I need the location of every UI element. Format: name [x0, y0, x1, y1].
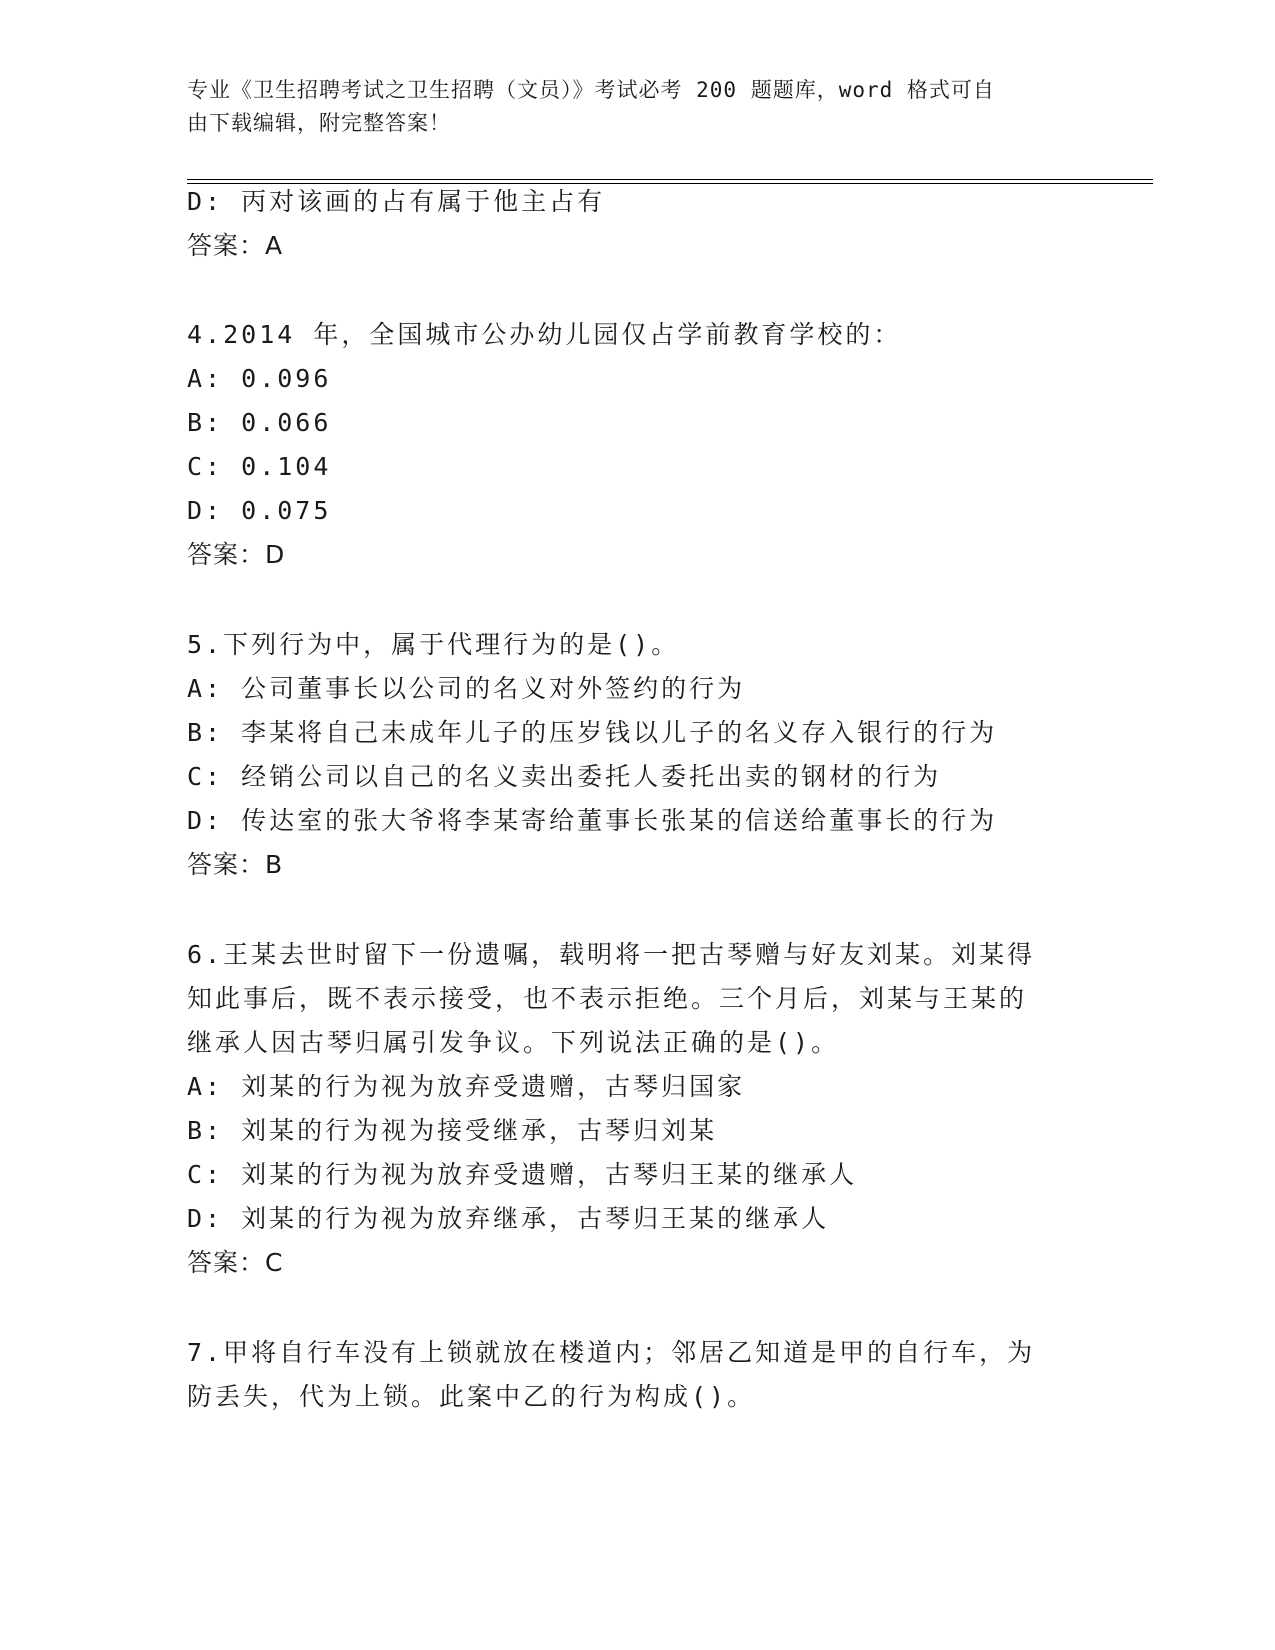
- q6-stem-line-3: 继承人因古琴归属引发争议。下列说法正确的是()。: [187, 1028, 840, 1057]
- q6-option-d: D: 刘某的行为视为放弃继承，古琴归王某的继承人: [187, 1204, 830, 1233]
- q6-stem-line-1: 6.王某去世时留下一份遗嘱，载明将一把古琴赠与好友刘某。刘某得: [187, 940, 1036, 969]
- q7-stem-line-2: 防丢失，代为上锁。此案中乙的行为构成()。: [187, 1382, 756, 1411]
- q5-answer: 答案：B: [187, 850, 284, 879]
- q5-stem: 5.下列行为中，属于代理行为的是()。: [187, 630, 680, 659]
- q6-stem-line-2: 知此事后，既不表示接受，也不表示拒绝。三个月后，刘某与王某的: [187, 984, 1028, 1013]
- header-divider-top: [187, 179, 1153, 180]
- q4-option-c: C: 0.104: [187, 452, 332, 481]
- q7-stem-line-1: 7.甲将自行车没有上锁就放在楼道内；邻居乙知道是甲的自行车，为: [187, 1338, 1036, 1367]
- q5-option-c: C: 经销公司以自己的名义卖出委托人委托出卖的钢材的行为: [187, 762, 942, 791]
- q6-option-b: B: 刘某的行为视为接受继承，古琴归刘某: [187, 1116, 718, 1145]
- q6-option-a: A: 刘某的行为视为放弃受遗赠，古琴归国家: [187, 1072, 746, 1101]
- q5-option-d: D: 传达室的张大爷将李某寄给董事长张某的信送给董事长的行为: [187, 806, 998, 835]
- q4-answer: 答案：D: [187, 540, 286, 569]
- q5-option-b: B: 李某将自己未成年儿子的压岁钱以儿子的名义存入银行的行为: [187, 718, 998, 747]
- q6-answer: 答案：C: [187, 1248, 284, 1277]
- header-line-1: 专业《卫生招聘考试之卫生招聘（文员）》考试必考 200 题题库，word 格式可自: [187, 78, 995, 102]
- q4-stem: 4.2014 年，全国城市公办幼儿园仅占学前教育学校的：: [187, 320, 902, 349]
- q3-option-d: D: 丙对该画的占有属于他主占有: [187, 187, 606, 216]
- q3-answer: 答案：A: [187, 231, 284, 260]
- q4-option-a: A: 0.096: [187, 364, 332, 393]
- q6-option-c: C: 刘某的行为视为放弃受遗赠，古琴归王某的继承人: [187, 1160, 858, 1189]
- document-header: [187, 74, 1067, 140]
- q4-option-b: B: 0.066: [187, 408, 332, 437]
- header-line-2: 由下载编辑，附完整答案！: [187, 111, 451, 135]
- header-divider-bottom: [187, 183, 1153, 184]
- q4-option-d: D: 0.075: [187, 496, 332, 525]
- q5-option-a: A: 公司董事长以公司的名义对外签约的行为: [187, 674, 746, 703]
